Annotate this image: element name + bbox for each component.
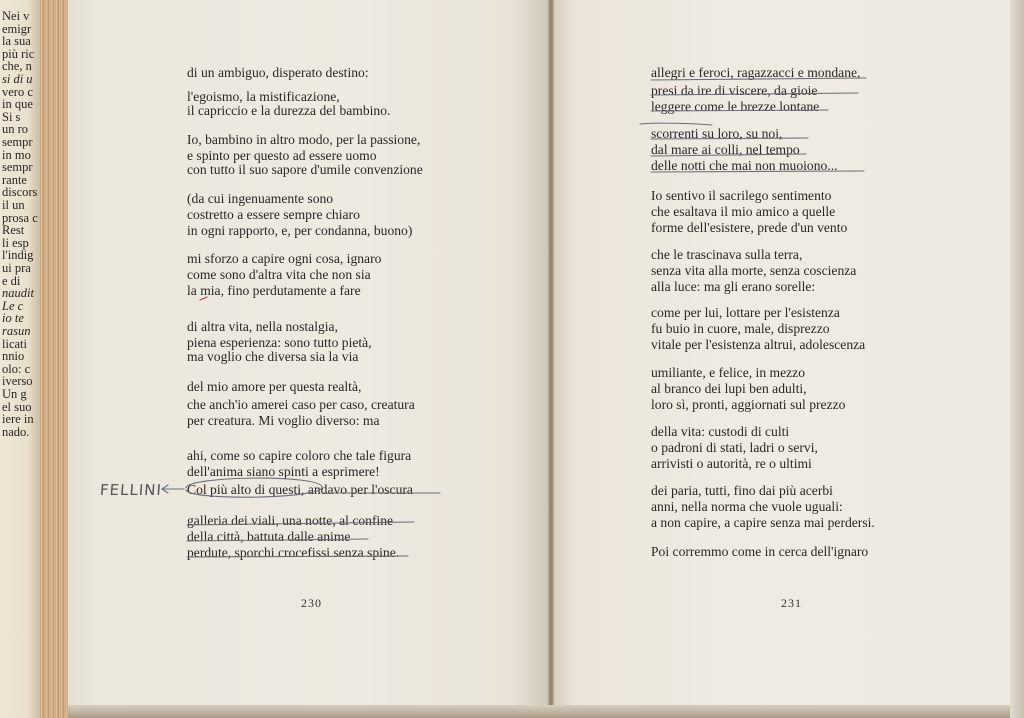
previous-page-fragment: la sua <box>2 34 31 49</box>
previous-page-fragment: licati <box>2 336 27 351</box>
left-poem-line: di altra vita, nella nostalgia, <box>187 319 338 334</box>
previous-page-fragment: ui pra <box>2 261 31 275</box>
left-poem-line: perdute, sporchi crocefissi senza spine. <box>187 545 400 560</box>
previous-page-fragment: si di u <box>2 72 33 86</box>
left-poem-line: la mia, fino perdutamente a fare <box>187 283 361 298</box>
right-poem-line: a non capire, a capire senza mai perdersi. <box>651 515 875 530</box>
previous-page-fragment: nnio <box>2 349 25 364</box>
right-poem-line: scorrenti su loro, su noi, <box>651 126 783 141</box>
right-poem-line: senza vita alla morte, senza coscienza <box>651 263 857 278</box>
right-poem-line: umiliante, e felice, in mezzo <box>651 365 805 380</box>
previous-page-fragment: Un g <box>2 387 27 401</box>
previous-page-sliver <box>0 0 40 718</box>
right-poem-line: leggere come le brezze lontane <box>651 99 820 114</box>
previous-page-fragment: che, n <box>2 59 32 74</box>
previous-page-fragment: prosa c <box>2 210 38 225</box>
previous-page-fragment: li esp <box>2 235 29 250</box>
left-poem-line: dell'anima siano spinti a esprimere! <box>187 464 380 479</box>
previous-page-fragment: Le c <box>2 298 24 313</box>
previous-page-fragment: iere in <box>2 412 34 427</box>
right-poem-line: al branco dei lupi ben adulti, <box>651 381 807 396</box>
left-poem-line: del mio amore per questa realtà, <box>187 379 362 394</box>
right-poem-line: che le trascinava sulla terra, <box>651 247 803 262</box>
previous-page-fragment: Rest <box>2 223 25 238</box>
previous-page-fragment: discors <box>2 185 38 200</box>
left-poem-line: il capriccio e la durezza del bambino. <box>187 103 391 118</box>
right-poem-line: allegri e feroci, ragazzacci e mondane, <box>651 65 861 80</box>
right-poem-line: loro sì, pronti, aggiornati sul prezzo <box>651 397 846 412</box>
right-poem-line: Io sentivo il sacrilego sentimento <box>651 188 832 203</box>
previous-page-fragment: sempr <box>2 160 33 175</box>
previous-page-fragment: un ro <box>2 122 29 137</box>
right-poem-line: Poi corremmo come in cerca dell'ignaro <box>651 544 869 559</box>
left-poem-line: e spinto per questo ad essere uomo <box>187 148 377 163</box>
right-poem-line: fu buio in cuore, male, disprezzo <box>651 321 830 336</box>
previous-page-fragment: in mo <box>2 147 31 162</box>
previous-page-fragment: rante <box>2 172 27 187</box>
previous-page-fragment: el suo <box>2 399 32 414</box>
left-poem-line: ma voglio che diversa sia la via <box>187 349 359 364</box>
previous-page-fragment: l'indig <box>2 248 34 263</box>
previous-page-fragment: rasun <box>2 324 31 338</box>
left-poem-line: ahi, come so capire coloro che tale figura <box>187 448 412 463</box>
left-poem-line: l'egoismo, la mistificazione, <box>187 89 340 104</box>
page-edges-right <box>1010 0 1024 718</box>
left-poem-line: come sono d'altra vita che non sia <box>187 267 371 282</box>
left-poem-line: (da cui ingenuamente sono <box>187 191 334 206</box>
previous-page-fragment: naudit <box>2 286 34 301</box>
previous-page-fragment: emigr <box>2 21 32 36</box>
left-poem-line: piena esperienza: sono tutto pietà, <box>187 335 372 350</box>
left-poem-line: Io, bambino in altro modo, per la passione, <box>187 132 421 147</box>
right-poem-line: dal mare ai colli, nel tempo <box>651 142 800 157</box>
right-poem-line: o padroni di stati, ladri o servi, <box>651 440 818 455</box>
previous-page-fragment: iverso <box>2 374 33 389</box>
previous-page-fragment: e di <box>2 273 21 288</box>
right-poem-line: alla luce: ma gli erano sorelle: <box>651 279 816 294</box>
left-poem-line: con tutto il suo sapore d'umile convenzione <box>187 162 423 177</box>
previous-page-fragment: vero c <box>2 84 33 99</box>
previous-page-fragment: Si s <box>2 109 21 124</box>
right-poem-line: come per lui, lottare per l'esistenza <box>651 305 840 320</box>
right-page-number: 231 <box>781 596 802 610</box>
right-poem-line: forme dell'esistere, prede d'un vento <box>651 220 848 235</box>
right-poem-line: delle notti che mai non muoiono... <box>651 158 838 173</box>
previous-page-fragment: il un <box>2 198 25 212</box>
previous-page-fragment: Nei v <box>2 9 30 23</box>
left-poem-line: costretto a essere sempre chiaro <box>187 207 360 222</box>
page-edges-bottom <box>68 705 1010 718</box>
previous-page-fragment: in que <box>2 97 33 112</box>
previous-page-fragment: nado. <box>2 424 30 439</box>
left-poem-line: Col più alto di questi, andavo per l'oscura <box>187 482 413 497</box>
left-poem-line: mi sforzo a capire ogni cosa, ignaro <box>187 251 382 266</box>
right-poem-line: presi da ire di viscere, da gioie <box>651 83 818 98</box>
left-poem-line: della città, battuta dalle anime <box>187 529 351 544</box>
right-poem-line: della vita: custodi di culti <box>651 424 790 439</box>
right-poem-line: anni, nella norma che vuole uguali: <box>651 499 843 514</box>
left-page-number: 230 <box>301 596 322 610</box>
right-poem-line: dei paria, tutti, fino dai più acerbi <box>651 483 833 498</box>
book-gutter <box>548 0 554 718</box>
previous-page-fragment: sempr <box>2 135 33 149</box>
previous-page-fragment: più ric <box>2 46 35 61</box>
left-poem-line: per creatura. Mi voglio diverso: ma <box>187 413 380 428</box>
right-poem-line: arrivisti o autorità, re o ultimi <box>651 456 812 471</box>
left-poem-line: di un ambiguo, disperato destino: <box>187 65 369 80</box>
previous-page-fragment: olo: c <box>2 361 31 376</box>
left-poem-line: galleria dei viali, una notte, al confine <box>187 513 394 528</box>
left-poem-line: in ogni rapporto, e, per condanna, buono) <box>187 223 413 238</box>
margin-note-handwritten: FELLINI <box>99 481 163 499</box>
previous-page-fragment: io te <box>2 311 24 326</box>
right-poem-line: vitale per l'esistenza altrui, adolescenza <box>651 337 866 352</box>
right-poem-line: che esaltava il mio amico a quelle <box>651 204 836 219</box>
left-poem-line: che anch'io amerei caso per caso, creatura <box>187 397 415 412</box>
page-edges-left <box>40 0 68 718</box>
